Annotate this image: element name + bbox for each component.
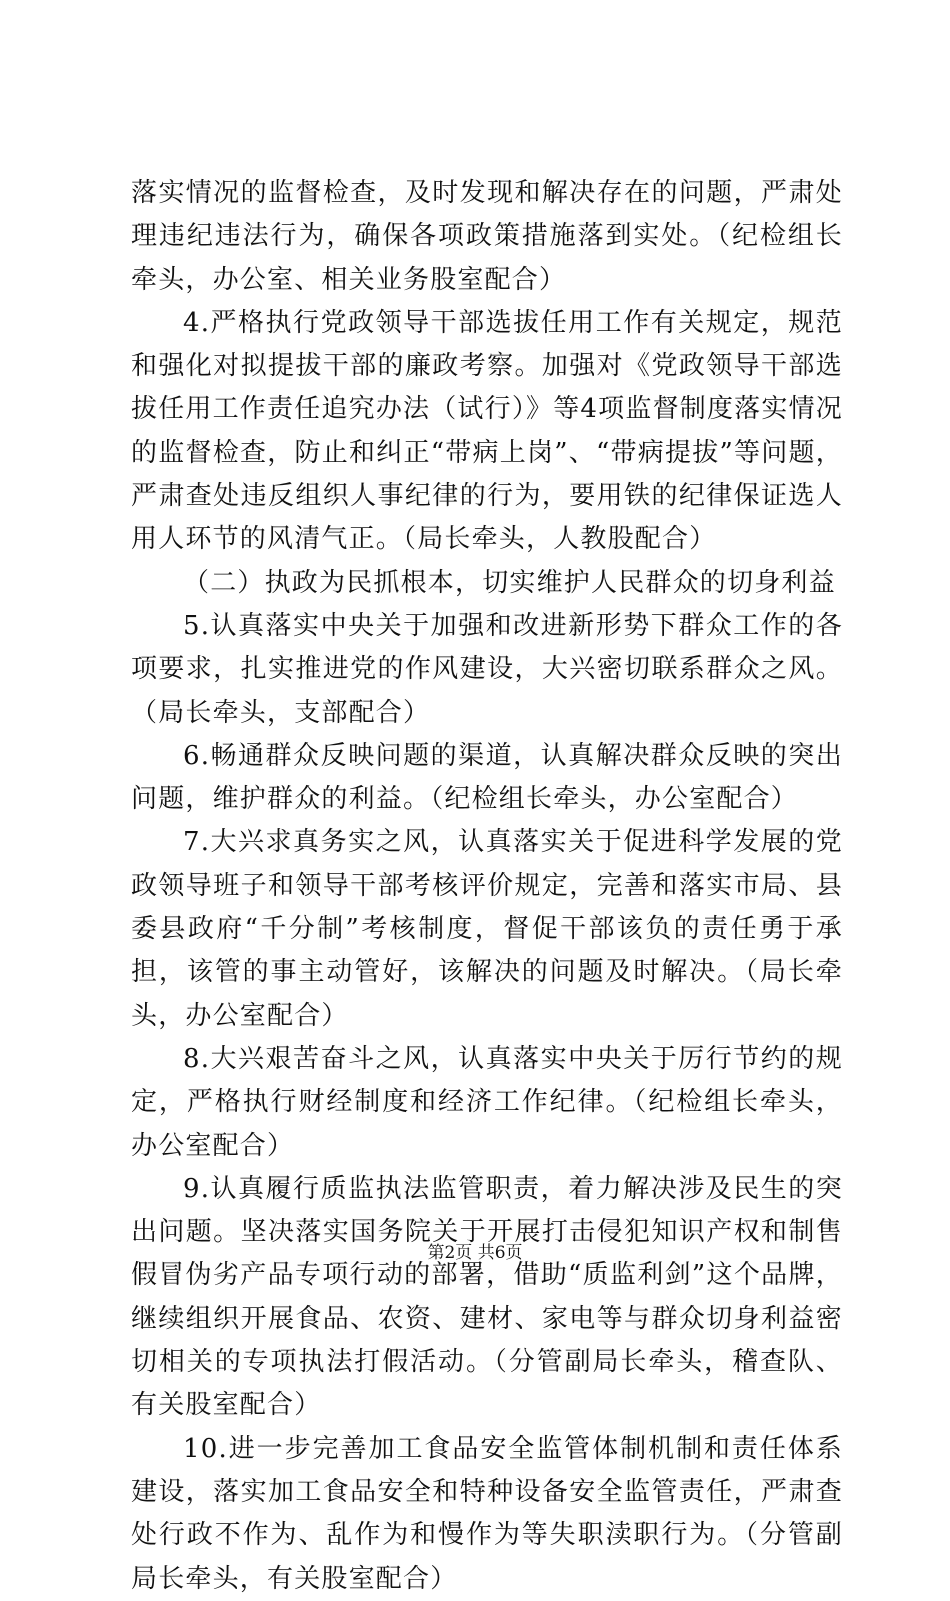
- page-number-footer: 第2页 共6页: [427, 1243, 523, 1263]
- paragraph-item-6: 6.畅通群众反映问题的渠道，认真解决群众反映的突出问题，维护群众的利益。（纪检组长牵头，办公室配合）: [131, 740, 843, 815]
- paragraph-continuation: 落实情况的监督检查，及时发现和解决存在的问题，严肃处理违纪违法行为，确保各项政策措施落到实处。（纪检组长牵头，办公室、相关业务股室配合）: [131, 178, 843, 295]
- section-heading-2: （二）执政为民抓根本，切实维护人民群众的切身利益: [183, 567, 836, 598]
- document-body: [131, 172, 843, 1601]
- paragraph-item-7: 7.大兴求真务实之风，认真落实关于促进科学发展的党政领导班子和领导干部考核评价规定，完善和落实市局、县委县政府“千分制”考核制度，督促干部该负的责任勇于承担，该管的事主动管好，该解决的问题及时解决。（局长牵头，办公室配合）: [131, 827, 843, 1031]
- paragraph-item-8: 8.大兴艰苦奋斗之风，认真落实中央关于厉行节约的规定，严格执行财经制度和经济工作纪律。（纪检组长牵头，办公室配合）: [131, 1043, 843, 1161]
- paragraph-item-5: 5.认真落实中央关于加强和改进新形势下群众工作的各项要求，扎实推进党的作风建设，大兴密切联系群众之风。（局长牵头，支部配合）: [131, 610, 843, 728]
- paragraph-item-9: 9.认真履行质监执法监管职责，着力解决涉及民生的突出问题。坚决落实国务院关于开展打击侵犯知识产权和制售假冒伪劣产品专项行动的部署，借助“质监利剑”这个品牌，继续组织开展食品、农资、建材、家电等与群众切身利益密切相关的专项执法打假活动。（分管副局长牵头，稽查队、有关股室配合）: [131, 1173, 843, 1421]
- paragraph-item-10: 10.进一步完善加工食品安全监管体制机制和责任体系建设，落实加工食品安全和特种设备安全监管责任，严肃查处行政不作为、乱作为和慢作为等失职渎职行为。（分管副局长牵头，有关股室配合）: [131, 1433, 843, 1594]
- paragraph-item-4: 4.严格执行党政领导干部选拔任用工作有关规定，规范和强化对拟提拔干部的廉政考察。加强对《党政领导干部选拔任用工作责任追究办法（试行）》等4项监督制度落实情况的监督检查，防止和纠正“带病上岗”、“带病提拔”等问题，严肃查处违反组织人事纪律的行为，要用铁的纪律保证选人用人环节的风清气正。（局长牵头，人教股配合）: [131, 307, 843, 555]
